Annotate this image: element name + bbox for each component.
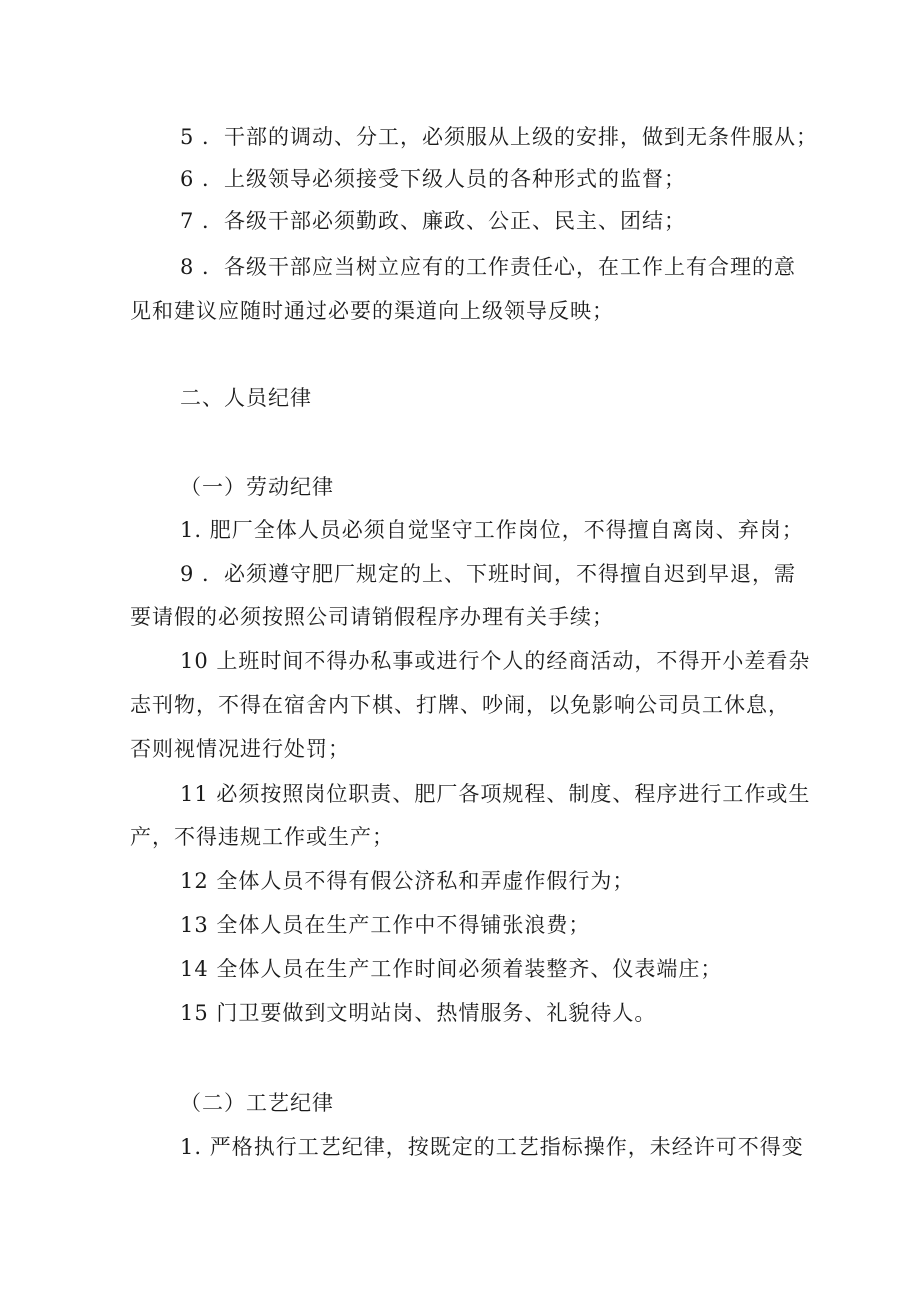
labor-clause-14: 14 全体人员在生产工作时间必须着装整齐、仪表端庄； [180, 957, 723, 981]
clause-6: 6 ．上级领导必须接受下级人员的各种形式的监督； [180, 167, 687, 191]
subsection-heading-labor-discipline: （一）劳动纪律 [180, 475, 334, 499]
labor-clause-15: 15 门卫要做到文明站岗、热情服务、礼貌待人。 [180, 1001, 657, 1025]
process-clause-1: 1. 严格执行工艺纪律，按既定的工艺指标操作，未经许可不得变 [180, 1135, 804, 1159]
labor-clause-11-line-2: 产，不得违规工作或生产； [130, 825, 394, 849]
clause-7: 7 ．各级干部必须勤政、廉政、公正、民主、团结； [180, 209, 687, 233]
clause-8-line-2: 见和建议应随时通过必要的渠道向上级领导反映； [130, 299, 614, 323]
labor-clause-10-line-3: 否则视情况进行处罚； [130, 737, 350, 761]
labor-clause-10-line-2: 志刊物，不得在宿舍内下棋、打牌、吵闹，以免影响公司员工休息， [130, 693, 790, 717]
clause-5: 5 ．干部的调动、分工，必须服从上级的安排，做到无条件服从； [180, 125, 819, 149]
labor-clause-13: 13 全体人员在生产工作中不得铺张浪费； [180, 913, 591, 937]
clause-8-line-1: 8 ．各级干部应当树立应有的工作责任心，在工作上有合理的意 [180, 255, 797, 279]
labor-clause-9-line-2: 要请假的必须按照公司请销假程序办理有关手续； [130, 605, 614, 629]
labor-clause-10-line-1: 10 上班时间不得办私事或进行个人的经商活动，不得开小差看杂 [180, 649, 811, 673]
section-heading-personnel-discipline: 二、人员纪律 [180, 386, 312, 410]
labor-clause-11-line-1: 11 必须按照岗位职责、肥厂各项规程、制度、程序进行工作或生 [180, 782, 811, 806]
labor-clause-9-line-1: 9 ．必须遵守肥厂规定的上、下班时间，不得擅自迟到早退，需 [180, 562, 797, 586]
subsection-heading-process-discipline: （二）工艺纪律 [180, 1091, 334, 1115]
labor-clause-1: 1. 肥厂全体人员必须自觉坚守工作岗位，不得擅自离岗、弃岗； [180, 518, 804, 542]
labor-clause-12: 12 全体人员不得有假公济私和弄虚作假行为； [180, 869, 635, 893]
